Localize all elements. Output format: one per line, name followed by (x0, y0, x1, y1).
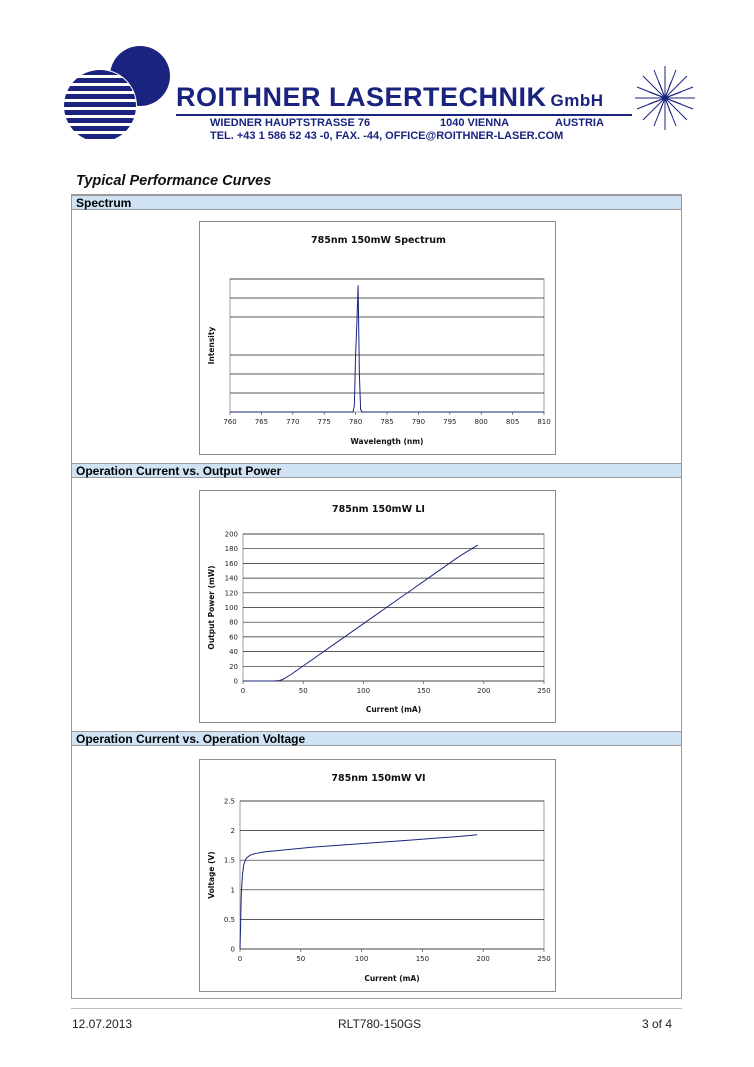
x-tick-label: 805 (505, 418, 520, 426)
chart-svg (200, 222, 557, 456)
company-name (176, 82, 604, 113)
x-tick-label: 150 (415, 955, 430, 963)
x-tick-label: 775 (317, 418, 331, 426)
x-axis-label: Current (mA) (365, 705, 422, 714)
y-tick-label: 140 (224, 574, 238, 583)
y-tick-label: 20 (229, 662, 238, 671)
x-tick-label: 200 (476, 955, 490, 963)
x-tick-label: 785 (380, 418, 394, 426)
section-header-vi: Operation Current vs. Operation Voltage (72, 731, 681, 746)
x-tick-label: 50 (298, 687, 308, 695)
y-tick-label: 160 (224, 559, 238, 568)
y-tick-label: 120 (224, 589, 238, 598)
x-tick-label: 780 (348, 418, 363, 426)
address-street: WIEDNER HAUPTSTRASSE 76 (210, 117, 371, 129)
company-suffix: GmbH (550, 91, 604, 110)
page-heading: Typical Performance Curves (76, 173, 272, 189)
footer-doc-id: RLT780-150GS (338, 1017, 422, 1031)
x-tick-label: 200 (477, 687, 491, 695)
y-tick-label: 0 (230, 945, 235, 954)
y-tick-label: 80 (229, 618, 238, 627)
x-tick-label: 250 (537, 955, 551, 963)
x-tick-label: 795 (443, 418, 457, 426)
y-axis-label: Output Power (mW) (207, 565, 216, 650)
footer-date: 12.07.2013 (72, 1017, 133, 1031)
x-tick-label: 50 (296, 955, 306, 963)
address-line-1 (210, 117, 604, 129)
spectrum-chart (199, 221, 556, 455)
y-axis-label: Voltage (V) (207, 851, 216, 899)
x-tick-label: 100 (356, 687, 371, 695)
chart-title: 785nm 150mW LI (332, 504, 425, 515)
chart-title: 785nm 150mW VI (331, 773, 426, 784)
y-tick-label: 0 (233, 677, 238, 686)
section-header-li: Operation Current vs. Output Power (72, 463, 681, 478)
laser-starburst-icon (635, 66, 695, 130)
y-tick-label: 2.5 (223, 797, 235, 806)
y-tick-label: 180 (224, 545, 238, 554)
footer-rule (71, 1008, 682, 1009)
section-header-spectrum: Spectrum (72, 195, 681, 210)
y-tick-label: 1 (230, 886, 235, 895)
y-tick-label: 2 (230, 827, 235, 836)
li-chart (199, 490, 556, 723)
address-country: AUSTRIA (555, 117, 604, 129)
y-axis-label: Intensity (207, 326, 216, 365)
x-tick-label: 800 (474, 418, 488, 426)
y-tick-label: 60 (229, 633, 238, 642)
x-tick-label: 100 (354, 955, 369, 963)
x-tick-label: 770 (286, 418, 300, 426)
x-axis-label: Current (mA) (364, 974, 420, 983)
x-tick-label: 760 (223, 418, 237, 426)
chart-title: 785nm 150mW Spectrum (311, 235, 446, 246)
chart-svg (200, 760, 557, 993)
x-axis-label: Wavelength (nm) (350, 437, 424, 446)
y-tick-label: 100 (224, 604, 238, 612)
x-tick-label: 810 (537, 418, 551, 426)
vi-chart (199, 759, 556, 992)
x-tick-label: 790 (411, 418, 426, 426)
x-tick-label: 150 (416, 687, 431, 695)
x-tick-label: 0 (240, 687, 246, 695)
plot-area (230, 279, 544, 412)
header-rule (176, 114, 632, 116)
y-tick-label: 200 (224, 530, 238, 539)
x-tick-label: 765 (254, 418, 269, 426)
address-contact: TEL. +43 1 586 52 43 -0, FAX. -44, OFFICE@ROITHNER-LASER.COM (210, 130, 564, 142)
y-tick-label: 0.5 (223, 915, 235, 924)
x-tick-label: 250 (537, 687, 551, 695)
y-tick-label: 40 (229, 648, 238, 657)
x-tick-label: 0 (237, 955, 243, 963)
company-name-text: ROITHNER LASERTECHNIK (176, 82, 547, 112)
footer-page-number: 3 of 4 (642, 1017, 673, 1031)
address-city: 1040 VIENNA (440, 117, 510, 129)
plot-area (240, 801, 544, 949)
chart-svg (200, 491, 557, 724)
y-tick-label: 1.5 (223, 856, 235, 865)
